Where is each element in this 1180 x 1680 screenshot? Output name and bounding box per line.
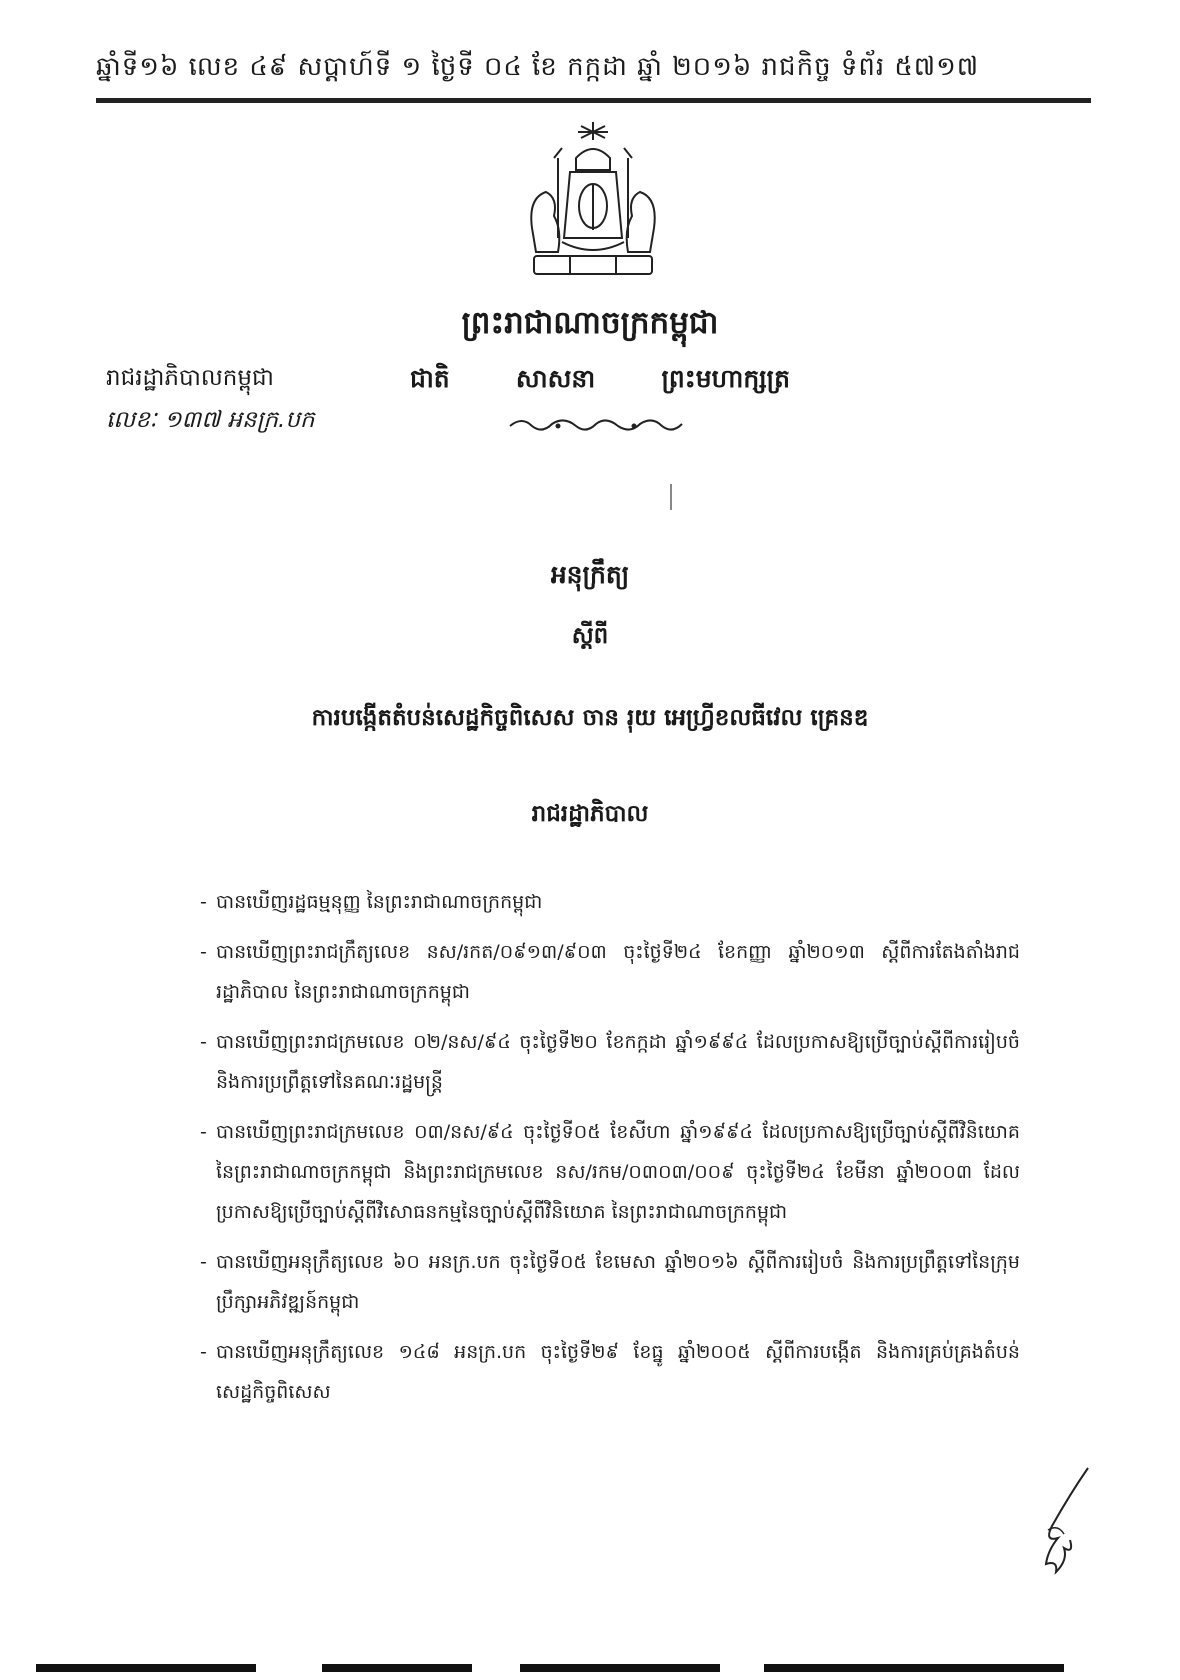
list-item: - បានឃើញរដ្ឋធម្មនុញ្ញ នៃព្រះរាជាណាចក្រកម្ពុជា bbox=[200, 882, 1020, 922]
list-item: - បានឃើញព្រះរាជក្រមលេខ ០៣/នស/៩៤ ចុះថ្ងៃទី០៥ ខែសីហា ឆ្នាំ១៩៩៤ ដែលប្រកាសឱ្យប្រើច្បាប់ស្តីពីវិនិយោគ នៃព្រះរាជាណាចក្រកម្ពុជា និងព្រះរាជក្រមលេខ នស/រកម/០៣០៣/០០៩ ចុះថ្ងៃទី២៤ ខែមីនា ឆ្នាំ២០០៣ ដែលប្រកាសឱ្យប្រើច្បាប់ស្តីពីវិសោធនកម្មនៃច្បាប់ស្តីពីវិនិយោគ នៃព្រះរាជាណាចក្រកម្ពុជា bbox=[200, 1112, 1020, 1232]
footer-rule bbox=[764, 1664, 1064, 1672]
handwritten-signature-icon bbox=[1018, 1464, 1098, 1584]
subject-label: ស្តីពី bbox=[571, 623, 609, 649]
considerations-list bbox=[200, 882, 1020, 1422]
footer-rule bbox=[36, 1664, 256, 1672]
header-rule bbox=[96, 98, 1091, 103]
motto-nation: ជាតិ bbox=[410, 364, 450, 393]
motto-king: ព្រះមហាក្សត្រ bbox=[661, 364, 790, 393]
footer-rule bbox=[322, 1664, 472, 1672]
footer-rule bbox=[520, 1664, 720, 1672]
list-item: - បានឃើញអនុក្រឹត្យលេខ ១៤៨ អនក្រ.បក ចុះថ្ងៃទី២៩ ខែធ្នូ ឆ្នាំ២០០៥ ស្តីពីការបង្កើត និងការគ្រប់គ្រងតំបន់សេដ្ឋកិច្ចពិសេស bbox=[200, 1332, 1020, 1412]
document-type: អនុក្រឹត្យ bbox=[550, 560, 630, 589]
royal-emblem-icon bbox=[518, 118, 668, 298]
document-number: លេខៈ ១៣៧ អនក្រ.បក bbox=[106, 407, 315, 433]
list-item: - បានឃើញព្រះរាជក្រឹត្យលេខ នស/រកត/០៩១៣/៩០៣ ចុះថ្ងៃទី២៤ ខែកញ្ញា ឆ្នាំ២០១៣ ស្តីពីការតែងតាំងរាជរដ្ឋាភិបាល នៃព្រះរាជាណាចក្រកម្ពុជា bbox=[200, 932, 1020, 1012]
scan-mark bbox=[670, 484, 672, 510]
document-subject: ការបង្កើតតំបន់សេដ្ឋកិច្ចពិសេស ចាន រុយ អេហ្វ្រីខលធីវេល គ្រេនឌ bbox=[311, 705, 869, 731]
government-label: រាជរដ្ឋាភិបាលកម្ពុជា bbox=[106, 365, 274, 391]
issuer-heading: រាជរដ្ឋាភិបាល bbox=[531, 801, 649, 827]
ornament-divider-icon bbox=[506, 414, 686, 436]
kingdom-title: ព្រះរាជាណាចក្រកម្ពុជា bbox=[461, 305, 719, 341]
motto-religion: សាសនា bbox=[515, 364, 596, 393]
list-item: - បានឃើញអនុក្រឹត្យលេខ ៦០ អនក្រ.បក ចុះថ្ងៃទី០៥ ខែមេសា ឆ្នាំ២០១៦ ស្តីពីការរៀបចំ និងការប្រព្រឹត្តទៅនៃក្រុមប្រឹក្សាអភិវឌ្ឍន៍កម្ពុជា bbox=[200, 1242, 1020, 1322]
national-motto bbox=[410, 364, 790, 400]
list-item: - បានឃើញព្រះរាជក្រមលេខ ០២/នស/៩៤ ចុះថ្ងៃទី២០ ខែកក្កដា ឆ្នាំ១៩៩៤ ដែលប្រកាសឱ្យប្រើច្បាប់ស្តីពីការរៀបចំ និងការប្រព្រឹត្តទៅនៃគណៈរដ្ឋមន្ត្រី bbox=[200, 1022, 1020, 1102]
gazette-header: ឆ្នាំទី១៦ លេខ ៤៩ សប្តាហ៍ទី ១ ថ្ងៃទី ០៤ ខែ កក្កដា ឆ្នាំ ២០១៦ រាជកិច្ច ទំព័រ ៥៧១៧ bbox=[96, 52, 980, 82]
